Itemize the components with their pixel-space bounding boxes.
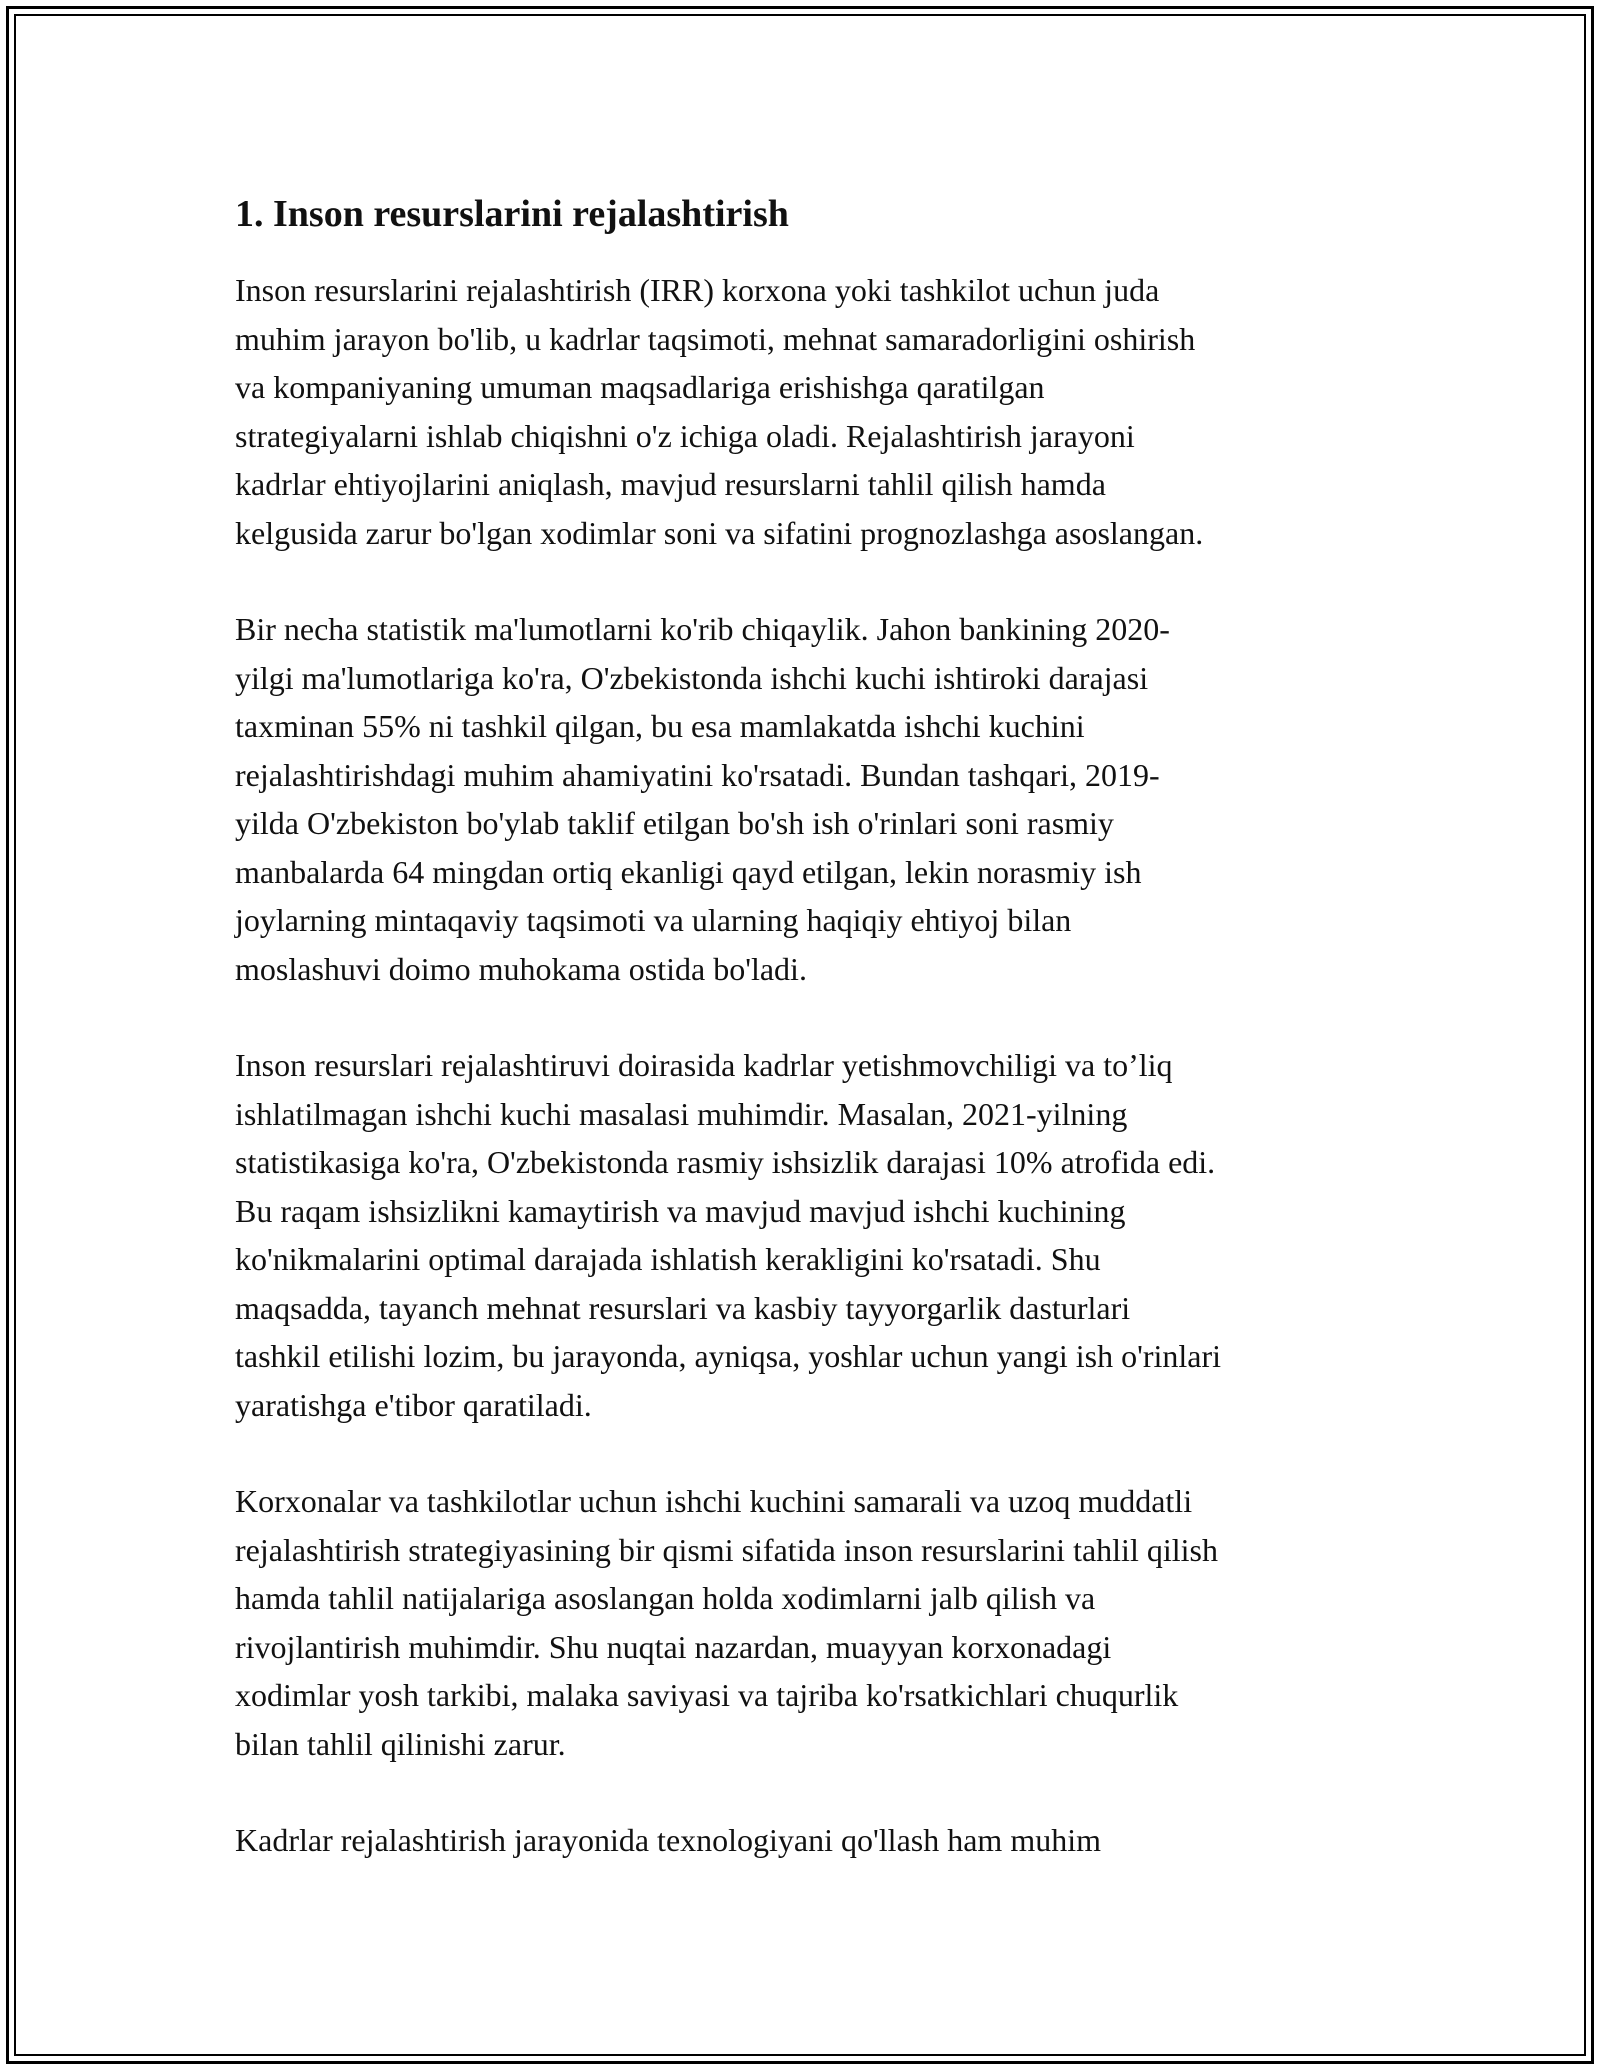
text-line: yaratishga e'tibor qaratiladi. <box>235 1386 592 1423</box>
text-line: hamda tahlil natijalariga asoslangan holda xodimlarni jalb qilish va <box>235 1580 1096 1616</box>
text-line: strategiyalarni ishlab chiqishni o'z ichiga oladi. Rejalashtirish jarayoni <box>235 417 1135 454</box>
text-line: Bu raqam ishsizlikni kamaytirish va mavjud mavjud ishchi kuchining <box>235 1192 1126 1229</box>
paragraph-4 <box>235 1477 1375 1768</box>
text-line: muhim jarayon bo'lib, u kadrlar taqsimoti, mehnat samaradorligini oshirish <box>235 320 1196 357</box>
text-line: maqsadda, tayanch mehnat resurslari va kasbiy tayyorgarlik dasturlari <box>235 1289 1131 1326</box>
text-line: ishlatilmagan ishchi kuchi masalasi muhimdir. Masalan, 2021-yilning <box>235 1095 1128 1132</box>
text-line: manbalarda 64 mingdan ortiq ekanligi qayd etilgan, lekin norasmiy ish <box>235 853 1142 890</box>
document-body <box>235 186 1375 1913</box>
text-line: yilgi ma'lumotlariga ko'ra, O'zbekistonda ishchi kuchi ishtiroki darajasi <box>235 659 1149 696</box>
text-line: va kompaniyaning umuman maqsadlariga erishishga qaratilgan <box>235 369 1045 405</box>
paragraph-1 <box>235 266 1375 557</box>
text-line: Kadrlar rejalashtirish jarayonida texnologiyani qo'llash ham muhim <box>235 1822 1101 1858</box>
paragraph-2 <box>235 605 1375 993</box>
text-line: rivojlantirish muhimdir. Shu nuqtai nazardan, muayyan korxonadagi <box>235 1628 1112 1665</box>
text-line: rejalashtirishdagi muhim ahamiyatini ko'rsatadi. Bundan tashqari, 2019- <box>235 756 1160 793</box>
text-line: statistikasiga ko'ra, O'zbekistonda rasmiy ishsizlik darajasi 10% atrofida edi. <box>235 1144 1216 1180</box>
paragraph-3 <box>235 1041 1375 1429</box>
text-line: tashkil etilishi lozim, bu jarayonda, ayniqsa, yoshlar uchun yangi ish o'rinlari <box>235 1338 1222 1374</box>
text-line: taxminan 55% ni tashkil qilgan, bu esa mamlakatda ishchi kuchini <box>235 708 1085 744</box>
text-line: moslashuvi doimo muhokama ostida bo'ladi. <box>235 950 807 987</box>
text-line: xodimlar yosh tarkibi, malaka saviyasi va tajriba ko'rsatkichlari chuqurlik <box>235 1677 1179 1713</box>
text-line: Inson resurslarini rejalashtirish (IRR) korxona yoki tashkilot uchun juda <box>235 272 1160 308</box>
text-line: Bir necha statistik ma'lumotlarni ko'rib chiqaylik. Jahon bankining 2020- <box>235 611 1170 647</box>
text-line: joylarning mintaqaviy taqsimoti va ularning haqiqiy ehtiyoj bilan <box>235 902 1072 938</box>
text-line: ko'nikmalarini optimal darajada ishlatish kerakligini ko'rsatadi. Shu <box>235 1241 1101 1277</box>
text-line: kelgusida zarur bo'lgan xodimlar soni va sifatini prognozlashga asoslangan. <box>235 514 1204 551</box>
section-heading: 1. Inson resurslarini rejalashtirish <box>235 193 789 235</box>
text-line: yilda O'zbekiston bo'ylab taklif etilgan bo'sh ish o'rinlari soni rasmiy <box>235 805 1114 841</box>
text-line: bilan tahlil qilinishi zarur. <box>235 1725 566 1762</box>
text-line: Inson resurslari rejalashtiruvi doirasida kadrlar yetishmovchiligi va to’liq <box>235 1047 1173 1083</box>
paragraph-list <box>235 266 1375 1865</box>
paragraph-5 <box>235 1816 1375 1865</box>
text-line: Korxonalar va tashkilotlar uchun ishchi kuchini samarali va uzoq muddatli <box>235 1483 1193 1519</box>
text-line: rejalashtirish strategiyasining bir qismi sifatida inson resurslarini tahlil qilish <box>235 1531 1218 1568</box>
text-line: kadrlar ehtiyojlarini aniqlash, mavjud resurslarni tahlil qilish hamda <box>235 466 1106 502</box>
